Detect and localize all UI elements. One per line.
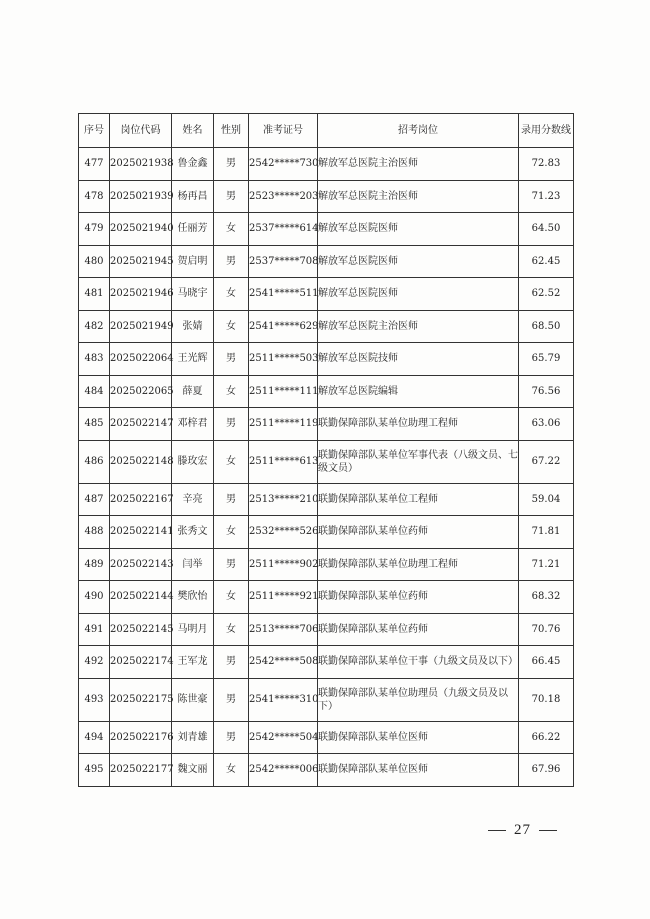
- table-row: [79, 408, 574, 441]
- row-code: 2025022176: [110, 721, 172, 754]
- row-name: 邓梓君: [172, 408, 214, 441]
- table-row: [79, 375, 574, 408]
- row-code: 2025021945: [110, 245, 172, 278]
- row-name: 马明月: [172, 613, 214, 646]
- row-name: 王光辉: [172, 343, 214, 376]
- row-post: 联勤保障部队某单位干事（九级文员及以下）: [318, 646, 519, 679]
- row-score: 70.76: [519, 613, 574, 646]
- header-exam-id: 准考证号: [249, 114, 318, 148]
- row-score: 64.50: [519, 213, 574, 246]
- row-gender: 男: [214, 245, 249, 278]
- row-no: 482: [79, 310, 110, 343]
- row-score: 65.79: [519, 343, 574, 376]
- row-code: 2025022174: [110, 646, 172, 679]
- dash-left: [488, 830, 506, 831]
- row-name: 陈世豪: [172, 678, 214, 721]
- table-row: [79, 483, 574, 516]
- row-post: 联勤保障部队某单位药师: [318, 613, 519, 646]
- row-no: 480: [79, 245, 110, 278]
- row-post: 联勤保障部队某单位工程师: [318, 483, 519, 516]
- row-gender: 男: [214, 548, 249, 581]
- row-no: 490: [79, 581, 110, 614]
- row-no: 479: [79, 213, 110, 246]
- row-exam-id: 2541*****511: [249, 278, 318, 311]
- row-no: 489: [79, 548, 110, 581]
- results-table: [78, 113, 574, 787]
- row-exam-id: 2513*****706: [249, 613, 318, 646]
- row-code: 2025022147: [110, 408, 172, 441]
- table-row: [79, 646, 574, 679]
- row-no: 494: [79, 721, 110, 754]
- row-no: 487: [79, 483, 110, 516]
- row-name: 马晓宇: [172, 278, 214, 311]
- row-exam-id: 2542*****006: [249, 754, 318, 787]
- row-gender: 男: [214, 678, 249, 721]
- row-post: 解放军总医院医师: [318, 278, 519, 311]
- row-score: 66.22: [519, 721, 574, 754]
- table-row: [79, 343, 574, 376]
- row-no: 484: [79, 375, 110, 408]
- row-name: 张秀文: [172, 516, 214, 549]
- row-gender: 女: [214, 516, 249, 549]
- row-post: 联勤保障部队某单位军事代表（八级文员、七级文员）: [318, 440, 519, 483]
- row-exam-id: 2511*****111: [249, 375, 318, 408]
- row-name: 闫举: [172, 548, 214, 581]
- row-no: 483: [79, 343, 110, 376]
- table-row: [79, 613, 574, 646]
- row-gender: 男: [214, 721, 249, 754]
- row-name: 任丽芳: [172, 213, 214, 246]
- row-exam-id: 2511*****119: [249, 408, 318, 441]
- row-post: 解放军总医院主治医师: [318, 310, 519, 343]
- row-name: 王军龙: [172, 646, 214, 679]
- header-gender: 性别: [214, 114, 249, 148]
- table-row: [79, 213, 574, 246]
- row-exam-id: 2532*****526: [249, 516, 318, 549]
- table-row: [79, 754, 574, 787]
- row-no: 485: [79, 408, 110, 441]
- row-gender: 女: [214, 613, 249, 646]
- row-exam-id: 2523*****203: [249, 180, 318, 213]
- table-row: [79, 678, 574, 721]
- row-name: 魏文丽: [172, 754, 214, 787]
- row-no: 481: [79, 278, 110, 311]
- row-name: 杨再昌: [172, 180, 214, 213]
- row-post: 解放军总医院医师: [318, 245, 519, 278]
- row-post: 解放军总医院主治医师: [318, 180, 519, 213]
- row-no: 488: [79, 516, 110, 549]
- row-exam-id: 2537*****614: [249, 213, 318, 246]
- row-no: 491: [79, 613, 110, 646]
- row-score: 67.96: [519, 754, 574, 787]
- row-score: 59.04: [519, 483, 574, 516]
- row-score: 66.45: [519, 646, 574, 679]
- row-code: 2025022144: [110, 581, 172, 614]
- row-exam-id: 2513*****210: [249, 483, 318, 516]
- row-name: 张婧: [172, 310, 214, 343]
- table-row: [79, 148, 574, 181]
- row-post: 联勤保障部队某单位药师: [318, 516, 519, 549]
- row-exam-id: 2541*****310: [249, 678, 318, 721]
- row-code: 2025022177: [110, 754, 172, 787]
- row-gender: 男: [214, 148, 249, 181]
- row-gender: 女: [214, 310, 249, 343]
- row-code: 2025021939: [110, 180, 172, 213]
- row-score: 71.81: [519, 516, 574, 549]
- row-gender: 男: [214, 180, 249, 213]
- row-code: 2025021949: [110, 310, 172, 343]
- row-no: 492: [79, 646, 110, 679]
- row-code: 2025022167: [110, 483, 172, 516]
- row-score: 76.56: [519, 375, 574, 408]
- page-number: [480, 822, 565, 839]
- row-score: 71.23: [519, 180, 574, 213]
- row-score: 70.18: [519, 678, 574, 721]
- row-score: 62.52: [519, 278, 574, 311]
- row-post: 联勤保障部队某单位助理员（九级文员及以下）: [318, 678, 519, 721]
- row-post: 解放军总医院编辑: [318, 375, 519, 408]
- row-post: 解放军总医院技师: [318, 343, 519, 376]
- row-post: 解放军总医院主治医师: [318, 148, 519, 181]
- row-no: 477: [79, 148, 110, 181]
- row-gender: 男: [214, 343, 249, 376]
- row-exam-id: 2511*****902: [249, 548, 318, 581]
- row-gender: 男: [214, 483, 249, 516]
- table-row: [79, 245, 574, 278]
- table-row: [79, 581, 574, 614]
- row-no: 486: [79, 440, 110, 483]
- header-post: 招考岗位: [318, 114, 519, 148]
- table-row: [79, 721, 574, 754]
- row-gender: 女: [214, 375, 249, 408]
- row-name: 贺启明: [172, 245, 214, 278]
- row-gender: 女: [214, 581, 249, 614]
- row-code: 2025022143: [110, 548, 172, 581]
- row-gender: 女: [214, 440, 249, 483]
- header-score: 录用分数线: [519, 114, 574, 148]
- row-code: 2025022064: [110, 343, 172, 376]
- row-score: 72.83: [519, 148, 574, 181]
- row-no: 495: [79, 754, 110, 787]
- row-code: 2025021946: [110, 278, 172, 311]
- row-exam-id: 2542*****730: [249, 148, 318, 181]
- row-name: 樊欣怡: [172, 581, 214, 614]
- page-number-text: 27: [514, 822, 531, 838]
- row-code: 2025022145: [110, 613, 172, 646]
- row-score: 63.06: [519, 408, 574, 441]
- dash-right: [539, 830, 557, 831]
- row-code: 2025021940: [110, 213, 172, 246]
- row-post: 联勤保障部队某单位助理工程师: [318, 408, 519, 441]
- row-exam-id: 2537*****708: [249, 245, 318, 278]
- row-score: 68.32: [519, 581, 574, 614]
- row-post: 联勤保障部队某单位医师: [318, 721, 519, 754]
- row-name: 辛亮: [172, 483, 214, 516]
- row-exam-id: 2511*****921: [249, 581, 318, 614]
- row-gender: 男: [214, 646, 249, 679]
- row-exam-id: 2542*****508: [249, 646, 318, 679]
- header-no: 序号: [79, 114, 110, 148]
- row-score: 62.45: [519, 245, 574, 278]
- row-post: 联勤保障部队某单位药师: [318, 581, 519, 614]
- row-gender: 男: [214, 408, 249, 441]
- row-exam-id: 2542*****504: [249, 721, 318, 754]
- row-name: 薛夏: [172, 375, 214, 408]
- row-code: 2025022065: [110, 375, 172, 408]
- row-name: 滕玫宏: [172, 440, 214, 483]
- row-name: 鲁金鑫: [172, 148, 214, 181]
- row-no: 493: [79, 678, 110, 721]
- table-row: [79, 180, 574, 213]
- table-row: [79, 548, 574, 581]
- table-header-row: [79, 114, 574, 148]
- table-row: [79, 310, 574, 343]
- row-code: 2025022141: [110, 516, 172, 549]
- row-post: 联勤保障部队某单位助理工程师: [318, 548, 519, 581]
- row-code: 2025021938: [110, 148, 172, 181]
- row-code: 2025022148: [110, 440, 172, 483]
- row-no: 478: [79, 180, 110, 213]
- row-exam-id: 2541*****629: [249, 310, 318, 343]
- row-score: 67.22: [519, 440, 574, 483]
- table-row: [79, 516, 574, 549]
- row-exam-id: 2511*****613: [249, 440, 318, 483]
- header-code: 岗位代码: [110, 114, 172, 148]
- row-score: 68.50: [519, 310, 574, 343]
- row-gender: 女: [214, 213, 249, 246]
- row-code: 2025022175: [110, 678, 172, 721]
- row-gender: 女: [214, 278, 249, 311]
- row-post: 联勤保障部队某单位医师: [318, 754, 519, 787]
- row-exam-id: 2511*****503: [249, 343, 318, 376]
- table-row: [79, 278, 574, 311]
- row-name: 刘青雄: [172, 721, 214, 754]
- header-name: 姓名: [172, 114, 214, 148]
- row-gender: 女: [214, 754, 249, 787]
- row-score: 71.21: [519, 548, 574, 581]
- table-row: [79, 440, 574, 483]
- row-post: 解放军总医院医师: [318, 213, 519, 246]
